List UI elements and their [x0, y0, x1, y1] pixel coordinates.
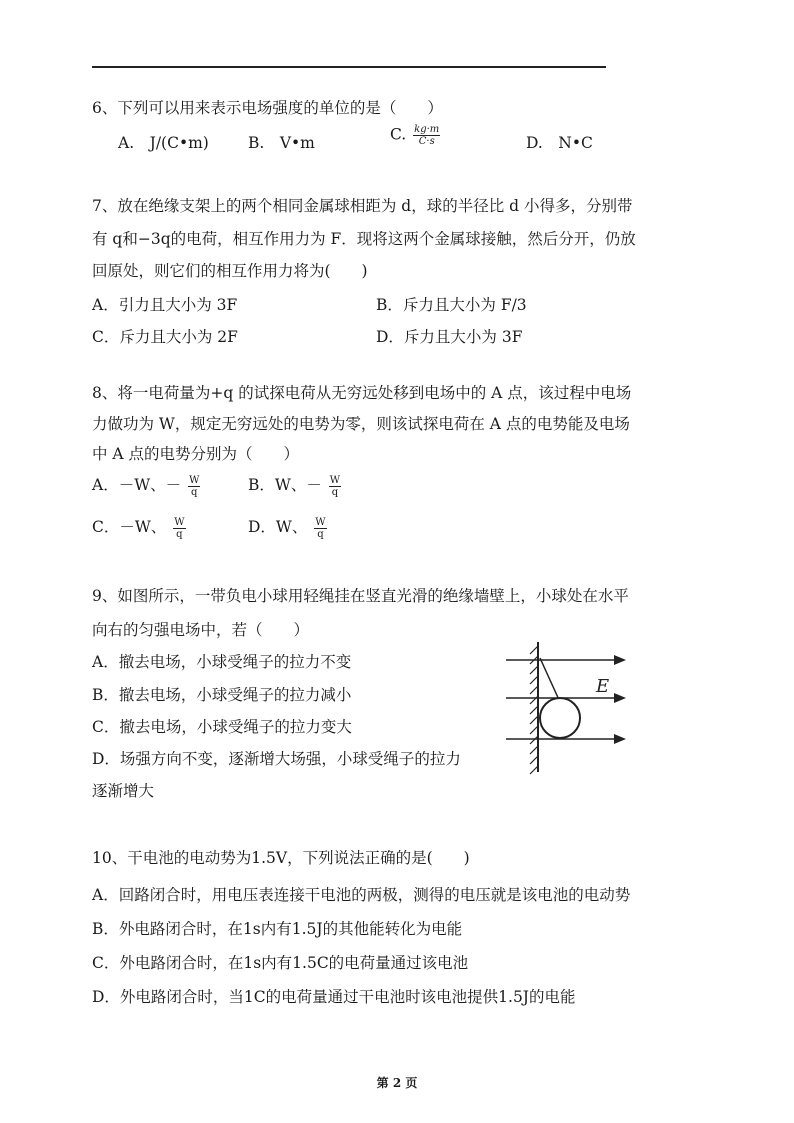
- fraction-denominator: q: [191, 486, 198, 498]
- fraction-denominator: q: [317, 528, 324, 540]
- q7-option-a: A．引力且大小为 3F: [92, 296, 238, 314]
- q6-option-c-denominator: C·s: [418, 136, 435, 147]
- q8-option-a-prefix: A．－W、－: [92, 476, 182, 494]
- q6-option-c: [390, 124, 440, 147]
- fraction-denominator: q: [331, 486, 339, 498]
- q6-stem: 6、下列可以用来表示电场强度的单位的是（ ）: [92, 99, 443, 117]
- top-rule: [92, 66, 606, 68]
- q10-option-d: D．外电路闭合时，当1C的电荷量通过干电池时该电池提供1.5J的电能: [92, 988, 576, 1006]
- q9-option-d-line1: D．场强方向不变，逐渐增大场强，小球受绳子的拉力: [92, 750, 461, 768]
- rope: [540, 658, 560, 702]
- q9-option-c: C．撤去电场，小球受绳子的拉力变大: [92, 718, 352, 736]
- fraction-numerator: W: [329, 474, 341, 486]
- field-label: E: [596, 676, 610, 697]
- q10-option-a: A．回路闭合时，用电压表连接干电池的两极，测得的电压就是该电池的电动势: [92, 886, 631, 904]
- insulating-wall: [530, 642, 538, 774]
- q8-stem-line2: 力做功为 W，规定无穷远处的电势为零，则该试探电荷在 A 点的电势能及电场: [92, 415, 630, 433]
- charged-ball: [540, 698, 580, 738]
- q9-option-d-line2: 逐渐增大: [92, 782, 155, 800]
- q7-option-b: B．斥力且大小为 F/3: [376, 296, 527, 314]
- q10-option-b: B．外电路闭合时，在1s内有1.5J的其他能转化为电能: [92, 920, 463, 938]
- fraction-numerator: W: [189, 474, 200, 486]
- q8-option-b-fraction: [329, 475, 341, 498]
- q8-stem-line3: 中 A 点的电势分别为（ ）: [92, 445, 300, 463]
- fraction-denominator: q: [176, 528, 183, 540]
- q7-option-c: C．斥力且大小为 2F: [92, 328, 238, 346]
- q8-option-b: [248, 473, 341, 498]
- q6-option-b: B. V•m: [248, 134, 315, 152]
- q8-stem-line1: 8、将一电荷量为+q 的试探电荷从无穷远处移到电场中的 A 点，该过程中电场: [92, 384, 632, 402]
- q8-option-b-prefix: B．W、－: [248, 476, 322, 494]
- q9-stem-line1: 9、如图所示，一带负电小球用轻绳挂在竖直光滑的绝缘墙壁上，小球处在水平: [92, 587, 629, 605]
- q9-option-a: A．撤去电场，小球受绳子的拉力不变: [92, 653, 352, 671]
- q7-stem-line3: 回原处，则它们的相互作用力将为( ): [92, 262, 368, 280]
- q8-option-c-fraction: [173, 517, 185, 540]
- q6-option-d: D. N•C: [526, 134, 593, 152]
- page-number: 第 2 页: [376, 1076, 418, 1090]
- q6-option-a: A. J/(C•m): [118, 134, 209, 152]
- q8-option-a-fraction: [188, 475, 200, 498]
- q6-option-c-numerator: kg·m: [414, 124, 440, 135]
- q7-stem-line1: 7、放在绝缘支架上的两个相同金属球相距为 d，球的半径比 d 小得多，分别带: [92, 197, 633, 215]
- q9-figure: [500, 640, 640, 780]
- q8-option-d: [248, 515, 327, 540]
- q9-stem-line2: 向右的匀强电场中，若（ ）: [92, 621, 310, 639]
- fraction-numerator: W: [174, 516, 185, 528]
- q7-option-d: D．斥力且大小为 3F: [376, 328, 523, 346]
- q6-option-c-fraction: [413, 124, 440, 147]
- q9-option-b: B．撤去电场，小球受绳子的拉力减小: [92, 686, 352, 704]
- q10-option-c: C．外电路闭合时，在1s内有1.5C的电荷量通过该电池: [92, 954, 469, 972]
- q8-option-c-prefix: C．－W、: [92, 518, 167, 536]
- q8-option-a: [92, 473, 200, 498]
- q8-option-d-fraction: [314, 517, 326, 540]
- fraction-numerator: W: [315, 516, 326, 528]
- q7-stem-line2: 有 q和−3q的电荷，相互作用力为 F．现将这两个金属球接触，然后分开，仍放: [92, 230, 636, 248]
- q8-option-d-prefix: D．W、: [248, 518, 308, 536]
- q6-option-c-label: C.: [390, 125, 407, 144]
- q10-stem: 10、干电池的电动势为1.5V，下列说法正确的是( ): [92, 849, 470, 867]
- q8-option-c: [92, 515, 186, 540]
